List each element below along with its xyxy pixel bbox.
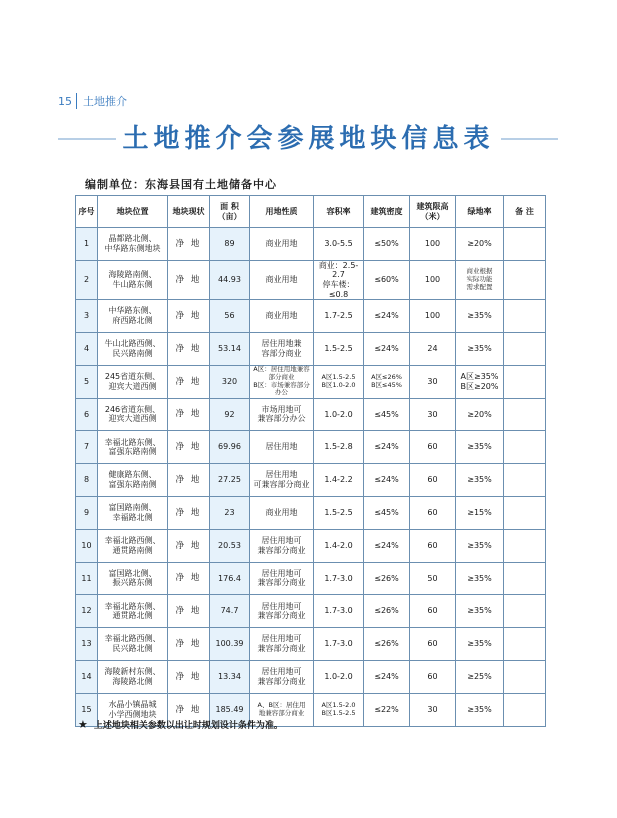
- col-far-cell: 1.7-3.0: [314, 628, 364, 661]
- col-location-cell: 晶都路北侧、 中华路东侧地块: [98, 228, 168, 261]
- col-area-cell: 13.34: [210, 660, 250, 693]
- col-use-cell: A区：居住用地兼容 部分商业 B区：市场兼容部分办公: [250, 365, 314, 398]
- col-height-cell: 100: [410, 228, 456, 261]
- col-height-cell: 60: [410, 431, 456, 464]
- col-density-cell: ≤60%: [364, 260, 410, 299]
- col-far-cell: 1.0-2.0: [314, 660, 364, 693]
- col-use-cell: 居住用地可 兼容部分商业: [250, 628, 314, 661]
- col-index-cell: 1: [76, 228, 98, 261]
- col-location-cell: 牛山北路西侧、 民兴路南侧: [98, 332, 168, 365]
- col-index-cell: 11: [76, 562, 98, 595]
- col-area-cell: 100.39: [210, 628, 250, 661]
- table-row: [76, 464, 546, 497]
- col-density-cell: ≤26%: [364, 562, 410, 595]
- col-remark-cell: [504, 595, 546, 628]
- col-remark-cell: [504, 332, 546, 365]
- compiler-unit: 编制单位：东海县国有土地储备中心: [85, 178, 277, 191]
- col-status-header: 地块现状: [168, 196, 210, 228]
- table-header-row: [76, 196, 546, 228]
- col-height-cell: 30: [410, 693, 456, 726]
- col-location-cell: 幸福北路东侧、 通贯路北侧: [98, 595, 168, 628]
- col-far-cell: 3.0-5.5: [314, 228, 364, 261]
- section-title: 土地推介: [83, 95, 127, 108]
- table-row: [76, 431, 546, 464]
- table-body: [76, 228, 546, 727]
- col-green-cell: ≥35%: [456, 431, 504, 464]
- col-height-cell: 60: [410, 496, 456, 529]
- col-status-cell: 净 地: [168, 228, 210, 261]
- col-green-cell: ≥35%: [456, 595, 504, 628]
- col-area-cell: 176.4: [210, 562, 250, 595]
- col-height-cell: 30: [410, 365, 456, 398]
- page-title-text: 土地推介会参展地块信息表: [116, 124, 500, 154]
- table-row: [76, 260, 546, 299]
- col-far-cell: 1.4-2.0: [314, 529, 364, 562]
- col-remark-cell: [504, 398, 546, 431]
- col-density-cell: ≤45%: [364, 496, 410, 529]
- col-use-cell: 居住用地可 兼容部分商业: [250, 595, 314, 628]
- col-status-cell: 净 地: [168, 260, 210, 299]
- col-green-cell: ≥35%: [456, 300, 504, 333]
- col-status-cell: 净 地: [168, 628, 210, 661]
- col-area-cell: 185.49: [210, 693, 250, 726]
- col-status-cell: 净 地: [168, 529, 210, 562]
- col-far-cell: 1.0-2.0: [314, 398, 364, 431]
- col-location-header: 地块位置: [98, 196, 168, 228]
- col-density-cell: ≤26%: [364, 595, 410, 628]
- col-status-cell: 净 地: [168, 332, 210, 365]
- star-icon: ★: [78, 718, 88, 731]
- header-divider: [76, 93, 77, 109]
- col-index-header: 序号: [76, 196, 98, 228]
- col-far-cell: 1.7-2.5: [314, 300, 364, 333]
- col-use-cell: 居住用地可 兼容部分商业: [250, 562, 314, 595]
- col-far-cell: 1.4-2.2: [314, 464, 364, 497]
- col-area-cell: 92: [210, 398, 250, 431]
- col-density-cell: ≤24%: [364, 332, 410, 365]
- col-remark-cell: [504, 496, 546, 529]
- col-remark-cell: [504, 365, 546, 398]
- col-use-cell: 商业用地: [250, 496, 314, 529]
- col-location-cell: 海陵路南侧、 牛山路东侧: [98, 260, 168, 299]
- col-height-cell: 100: [410, 300, 456, 333]
- col-height-cell: 60: [410, 660, 456, 693]
- col-status-cell: 净 地: [168, 464, 210, 497]
- col-status-cell: 净 地: [168, 398, 210, 431]
- col-use-cell: 居住用地可 兼容部分商业: [250, 660, 314, 693]
- col-height-header: 建筑限高 （米）: [410, 196, 456, 228]
- page-title: [0, 118, 617, 155]
- col-green-cell: ≥20%: [456, 228, 504, 261]
- col-index-cell: 6: [76, 398, 98, 431]
- table-row: [76, 595, 546, 628]
- col-status-cell: 净 地: [168, 365, 210, 398]
- col-index-cell: 4: [76, 332, 98, 365]
- col-index-cell: 7: [76, 431, 98, 464]
- col-green-cell: ≥35%: [456, 464, 504, 497]
- col-height-cell: 60: [410, 529, 456, 562]
- col-far-cell: 1.5-2.5: [314, 332, 364, 365]
- col-remark-cell: [504, 693, 546, 726]
- col-remark-cell: [504, 260, 546, 299]
- col-area-cell: 69.96: [210, 431, 250, 464]
- col-area-cell: 89: [210, 228, 250, 261]
- table-row: [76, 496, 546, 529]
- col-density-cell: ≤26%: [364, 628, 410, 661]
- col-index-cell: 3: [76, 300, 98, 333]
- col-density-cell: ≤22%: [364, 693, 410, 726]
- col-use-cell: 居住用地 可兼容部分商业: [250, 464, 314, 497]
- col-use-cell: 居住用地: [250, 431, 314, 464]
- col-index-cell: 5: [76, 365, 98, 398]
- col-area-cell: 44.93: [210, 260, 250, 299]
- col-location-cell: 健康路东侧、 富强东路南侧: [98, 464, 168, 497]
- col-use-cell: 商业用地: [250, 260, 314, 299]
- col-far-header: 容积率: [314, 196, 364, 228]
- col-area-cell: 320: [210, 365, 250, 398]
- col-density-cell: ≤24%: [364, 660, 410, 693]
- col-use-cell: 市场用地可 兼容部分办公: [250, 398, 314, 431]
- col-remark-cell: [504, 228, 546, 261]
- col-location-cell: 水晶小镇晶城 小学西侧地块: [98, 693, 168, 726]
- col-height-cell: 100: [410, 260, 456, 299]
- col-green-cell: ≥35%: [456, 628, 504, 661]
- col-index-cell: 2: [76, 260, 98, 299]
- col-use-header: 用地性质: [250, 196, 314, 228]
- table-row: [76, 628, 546, 661]
- col-location-cell: 幸福北路西侧、 通贯路南侧: [98, 529, 168, 562]
- table-row: [76, 562, 546, 595]
- col-green-cell: ≥35%: [456, 562, 504, 595]
- col-remark-cell: [504, 660, 546, 693]
- col-location-cell: 海陵新村东侧、 海陵路北侧: [98, 660, 168, 693]
- col-far-cell: 1.7-3.0: [314, 562, 364, 595]
- col-status-cell: 净 地: [168, 300, 210, 333]
- col-green-cell: ≥35%: [456, 332, 504, 365]
- table-row: [76, 529, 546, 562]
- col-height-cell: 50: [410, 562, 456, 595]
- col-far-cell: 1.5-2.8: [314, 431, 364, 464]
- col-remark-cell: [504, 431, 546, 464]
- col-location-cell: 245省道东侧、 迎宾大道西侧: [98, 365, 168, 398]
- col-green-cell: ≥20%: [456, 398, 504, 431]
- col-density-cell: ≤24%: [364, 464, 410, 497]
- col-green-header: 绿地率: [456, 196, 504, 228]
- col-height-cell: 60: [410, 628, 456, 661]
- col-far-cell: 商业：2.5-2.7 停车楼：≤0.8: [314, 260, 364, 299]
- col-area-cell: 56: [210, 300, 250, 333]
- col-status-cell: 净 地: [168, 562, 210, 595]
- col-green-cell: ≥35%: [456, 693, 504, 726]
- col-remark-header: 备 注: [504, 196, 546, 228]
- table-row: [76, 332, 546, 365]
- col-far-cell: A区1.5-2.5 B区1.0-2.0: [314, 365, 364, 398]
- col-location-cell: 富国路北侧、 振兴路东侧: [98, 562, 168, 595]
- col-density-header: 建筑密度: [364, 196, 410, 228]
- col-use-cell: 居住用地可 兼容部分商业: [250, 529, 314, 562]
- col-green-cell: ≥15%: [456, 496, 504, 529]
- col-status-cell: 净 地: [168, 595, 210, 628]
- col-green-cell: ≥35%: [456, 529, 504, 562]
- col-density-cell: ≤24%: [364, 529, 410, 562]
- col-area-header: 面 积 （亩）: [210, 196, 250, 228]
- col-remark-cell: [504, 300, 546, 333]
- col-far-cell: A区1.5-2.0 B区1.5-2.5: [314, 693, 364, 726]
- col-index-cell: 13: [76, 628, 98, 661]
- footnote: [78, 718, 283, 731]
- col-green-cell: ≥25%: [456, 660, 504, 693]
- col-remark-cell: [504, 529, 546, 562]
- col-index-cell: 10: [76, 529, 98, 562]
- col-area-cell: 27.25: [210, 464, 250, 497]
- col-remark-cell: [504, 562, 546, 595]
- col-remark-cell: [504, 628, 546, 661]
- col-use-cell: 居住用地兼 容部分商业: [250, 332, 314, 365]
- col-use-cell: 商业用地: [250, 228, 314, 261]
- col-index-cell: 9: [76, 496, 98, 529]
- page-header: [58, 92, 127, 110]
- col-location-cell: 幸福北路西侧、 民兴路北侧: [98, 628, 168, 661]
- col-density-cell: ≤50%: [364, 228, 410, 261]
- table-row: [76, 660, 546, 693]
- table-row: [76, 228, 546, 261]
- col-area-cell: 20.53: [210, 529, 250, 562]
- col-location-cell: 中华路东侧、 府西路北侧: [98, 300, 168, 333]
- footnote-text: 上述地块相关参数以出让时规划设计条件为准。: [93, 721, 283, 731]
- col-area-cell: 53.14: [210, 332, 250, 365]
- col-green-cell: A区≥35% B区≥20%: [456, 365, 504, 398]
- col-green-cell: 商业根据 实际功能 需求配置: [456, 260, 504, 299]
- col-status-cell: 净 地: [168, 496, 210, 529]
- col-index-cell: 14: [76, 660, 98, 693]
- table-row: [76, 300, 546, 333]
- table-row: [76, 398, 546, 431]
- col-density-cell: ≤45%: [364, 398, 410, 431]
- col-height-cell: 60: [410, 464, 456, 497]
- col-height-cell: 30: [410, 398, 456, 431]
- col-use-cell: A、B区：居住用 地兼容部分商业: [250, 693, 314, 726]
- col-use-cell: 商业用地: [250, 300, 314, 333]
- col-height-cell: 24: [410, 332, 456, 365]
- col-status-cell: 净 地: [168, 431, 210, 464]
- col-index-cell: 15: [76, 693, 98, 726]
- col-far-cell: 1.5-2.5: [314, 496, 364, 529]
- col-status-cell: 净 地: [168, 660, 210, 693]
- col-far-cell: 1.7-3.0: [314, 595, 364, 628]
- col-height-cell: 60: [410, 595, 456, 628]
- col-density-cell: A区≤26% B区≤45%: [364, 365, 410, 398]
- col-remark-cell: [504, 464, 546, 497]
- table-row: [76, 365, 546, 398]
- col-index-cell: 12: [76, 595, 98, 628]
- col-area-cell: 74.7: [210, 595, 250, 628]
- col-status-cell: 净 地: [168, 693, 210, 726]
- col-area-cell: 23: [210, 496, 250, 529]
- page-number: 15: [58, 94, 72, 108]
- col-density-cell: ≤24%: [364, 300, 410, 333]
- col-density-cell: ≤24%: [364, 431, 410, 464]
- col-location-cell: 幸福北路东侧、 富强东路南侧: [98, 431, 168, 464]
- col-location-cell: 246省道东侧、 迎宾大道西侧: [98, 398, 168, 431]
- col-index-cell: 8: [76, 464, 98, 497]
- land-info-table: [75, 195, 546, 727]
- col-location-cell: 富国路南侧、 幸福路北侧: [98, 496, 168, 529]
